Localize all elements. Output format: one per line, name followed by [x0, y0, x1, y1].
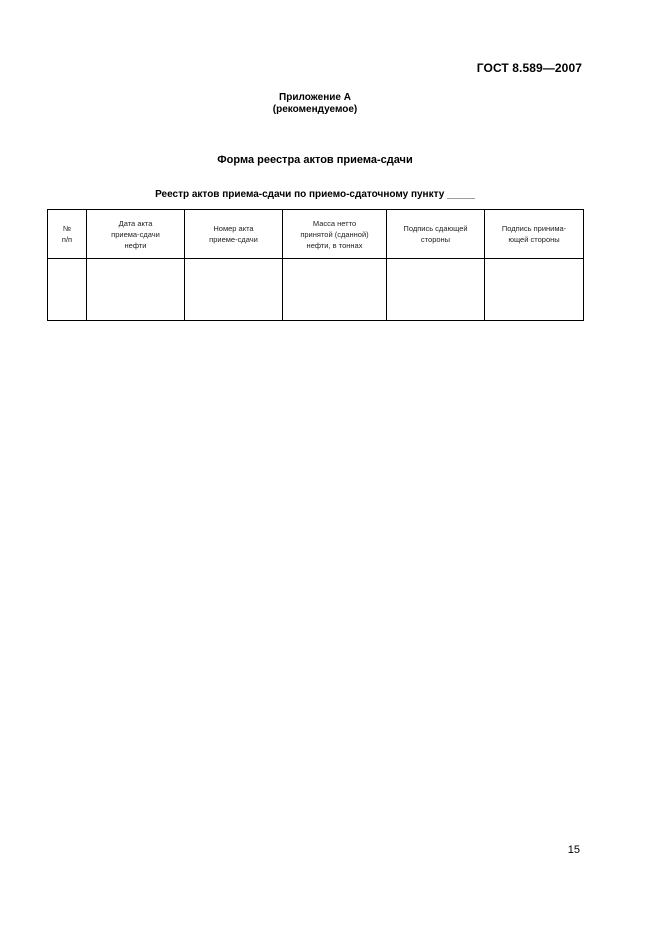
column-header-line: ющей стороны	[508, 235, 560, 244]
registry-table	[47, 209, 584, 321]
page-number: 15	[567, 844, 580, 856]
table-cell-receiver-signature[interactable]	[485, 259, 584, 321]
column-header-receiver-signature	[485, 210, 584, 259]
column-header-line: Дата акта	[118, 218, 153, 228]
column-header-act-number	[185, 210, 283, 259]
column-header-line: нефти	[124, 240, 147, 250]
column-header-line: стороны	[420, 235, 451, 244]
appendix-title: Приложение А	[279, 92, 351, 103]
column-header-line: Номер акта	[213, 224, 254, 233]
table-cell-act-number[interactable]	[185, 259, 283, 321]
column-header-line: приеме-сдачи	[209, 235, 258, 244]
column-header-line: Подпись сдающей	[403, 224, 468, 233]
column-header-line: нефти, в тоннах	[306, 240, 363, 250]
column-header-number	[48, 210, 87, 259]
table-row	[48, 259, 584, 321]
table-cell-net-mass[interactable]	[283, 259, 387, 321]
registry-title: Реестр актов приема-сдачи по приемо-сдаточному пункту _____	[155, 189, 475, 200]
standard-code: ГОСТ 8.589—2007	[476, 61, 582, 75]
column-header-line: принятой (сданной)	[300, 229, 369, 239]
appendix-heading	[0, 92, 630, 116]
table-cell-sender-signature[interactable]	[387, 259, 485, 321]
column-header-date	[87, 210, 185, 259]
appendix-subtitle: (рекомендуемое)	[272, 104, 358, 115]
table-cell-date[interactable]	[87, 259, 185, 321]
column-header-line: №	[62, 224, 72, 233]
column-header-net-mass	[283, 210, 387, 259]
column-header-line: приема-сдачи	[111, 229, 160, 239]
column-header-line: Подпись принима-	[501, 224, 567, 233]
table-header-row	[48, 210, 584, 259]
column-header-sender-signature	[387, 210, 485, 259]
table-cell-number[interactable]	[48, 259, 87, 321]
column-header-line: п/п	[61, 235, 73, 244]
column-header-line: Масса нетто	[312, 218, 357, 228]
form-title: Форма реестра актов приема-сдачи	[217, 154, 413, 166]
